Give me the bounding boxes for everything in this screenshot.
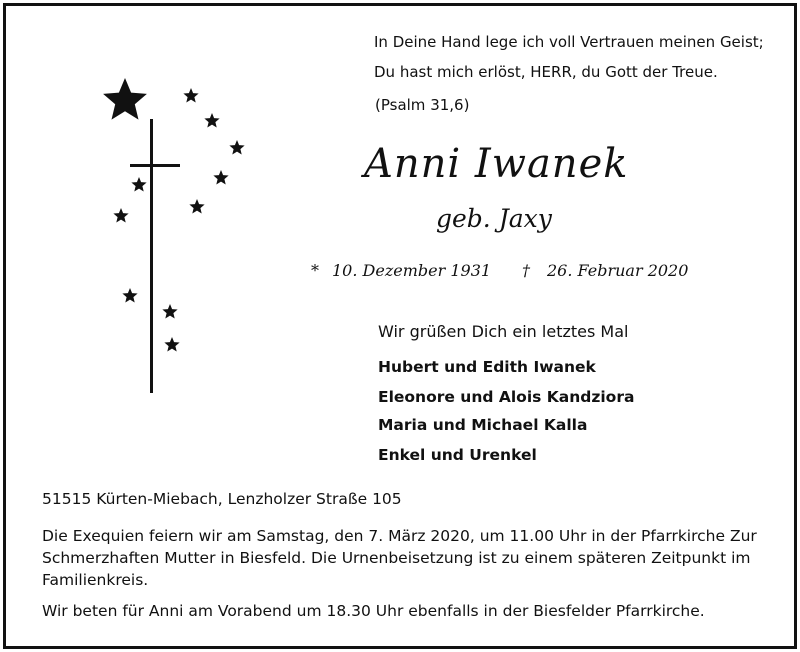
- deceased-name: Anni Iwanek: [364, 141, 629, 187]
- mourner-name: Enkel und Urenkel: [378, 446, 537, 464]
- star-icon: [164, 337, 179, 352]
- star-icon: [183, 88, 198, 103]
- star-icon: [229, 140, 244, 155]
- mourners-greeting: Wir grüßen Dich ein letztes Mal: [378, 322, 629, 341]
- star-icon: [113, 208, 128, 223]
- death-date: 26. Februar 2020: [547, 261, 689, 280]
- verse-line-1: In Deine Hand lege ich voll Vertrauen meinen Geist;: [374, 33, 764, 51]
- star-icon: [131, 177, 146, 192]
- verse-line-2: Du hast mich erlöst, HERR, du Gott der Treue.: [374, 63, 718, 81]
- obituary-frame: [3, 3, 797, 649]
- address: 51515 Kürten-Miebach, Lenzholzer Straße 105: [42, 490, 402, 508]
- verse-reference: (Psalm 31,6): [375, 96, 470, 114]
- star-icon: [213, 170, 228, 185]
- service-paragraph-2: Wir beten für Anni am Vorabend um 18.30 Uhr ebenfalls in der Biesfelder Pfarrkirche.: [42, 602, 705, 620]
- birth-name: geb. Jaxy: [436, 204, 552, 233]
- birth-symbol: *: [311, 261, 319, 280]
- death-symbol: †: [522, 261, 530, 280]
- service-paragraph-1: Die Exequien feiern wir am Samstag, den 7. März 2020, um 11.00 Uhr in der Pfarrkirche Zur Schmerzhaften Mutter in Biesfeld. Die Urnenbeisetzung ist zu einem späteren Zeitpunkt im Familienkreis.: [42, 527, 757, 589]
- star-icon: [204, 113, 219, 128]
- mourner-name: Eleonore und Alois Kandziora: [378, 388, 635, 406]
- stars-group: [103, 78, 245, 352]
- star-icon: [162, 304, 177, 319]
- star-icon: [103, 78, 147, 120]
- birth-date: 10. Dezember 1931: [332, 261, 492, 280]
- mourner-name: Maria und Michael Kalla: [378, 416, 588, 434]
- cross-icon: [130, 119, 180, 393]
- mourner-name: Hubert und Edith Iwanek: [378, 358, 596, 376]
- star-icon: [122, 288, 137, 303]
- star-icon: [189, 199, 204, 214]
